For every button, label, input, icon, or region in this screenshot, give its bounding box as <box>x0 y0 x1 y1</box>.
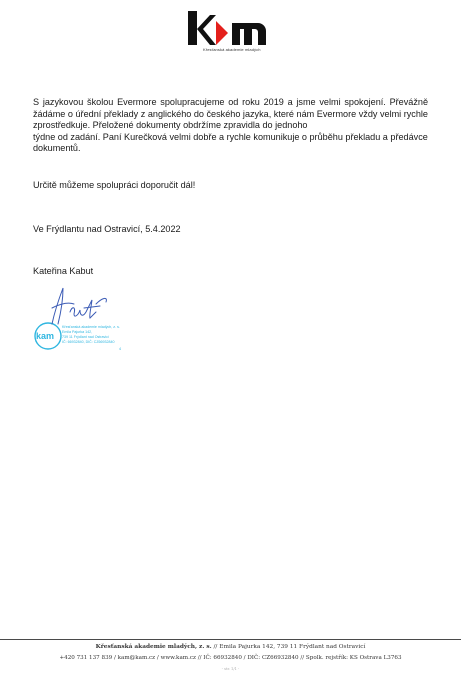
footer-line-1 <box>0 644 461 650</box>
svg-text:kam: kam <box>36 331 55 341</box>
paragraph-1-text: S jazykovou školou Evermore spolupracujeme od roku 2019 a jsme velmi spokojení. Převážně žádáme o úřední překlady z anglického do českého jazyka, které nám Evermore vždy velmi rychle zprostředkuje. Přeložené dokumenty obdržíme zpravidla do jednoho <box>33 97 428 131</box>
page-number: - str. 1/1 - <box>221 667 240 671</box>
signatory-name: Kateřina Kabut <box>33 266 94 276</box>
place-date: Ve Frýdlantu nad Ostravicí, 5.4.2022 <box>33 224 181 234</box>
paragraph-1-last: týdne od zadání. Paní Kurečková velmi dobře a rychle komunikuje o průběhu překladu a předávce dokumentů. <box>33 131 428 154</box>
logo-tagline: Křesťanská akademie mladých <box>203 47 261 52</box>
footer-address: // Emila Pajurka 142, 739 11 Frýdlant nad Ostravicí <box>211 644 366 650</box>
footer-org: Křesťanská akademie mladých, z. s. <box>95 644 212 650</box>
handwritten-signature <box>52 288 106 324</box>
recommendation: Určitě můžeme spolupráci doporučit dál! <box>33 180 196 190</box>
footer-contacts: +420 731 137 839 / kam@kam.cz / www.kam.cz // IČ: 66932840 / DIČ: CZ66932840 // Spolk. rejstřík: KS Ostrava L3763 <box>59 655 402 661</box>
stamp-text: Křesťanská akademie mladých, z. s. Emila Pajurka 142, 739 11 Frýdlant nad Ostravicí IČ: 66932840, DIČ: CZ66932840 <box>62 325 120 344</box>
footer-divider <box>0 639 461 640</box>
signature-and-stamp <box>22 282 142 362</box>
letter-paragraph-1 <box>33 97 428 155</box>
stamp-code: 4 <box>119 347 121 351</box>
